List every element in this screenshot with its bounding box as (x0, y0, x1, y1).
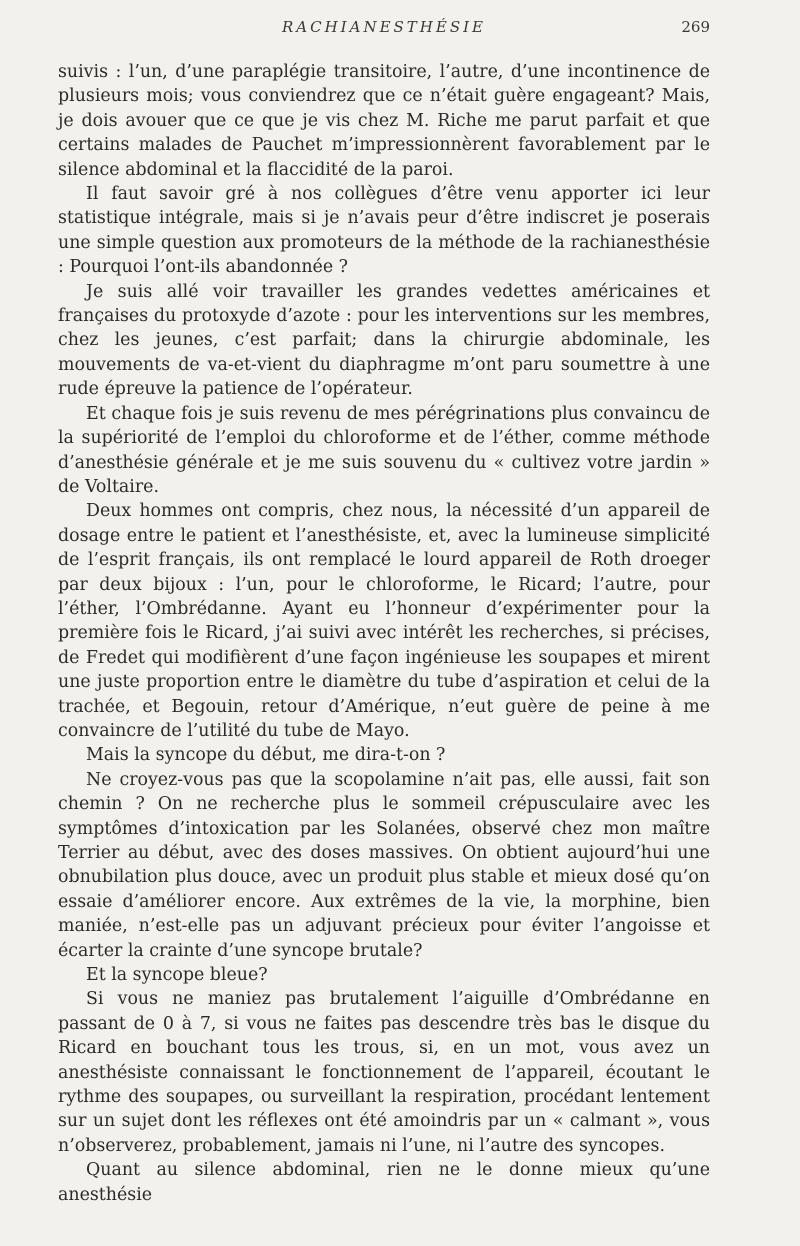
paragraph: Mais la syncope du début, me dira-t-on ? (86, 745, 446, 766)
running-title: RACHIANESTHÉSIE (282, 18, 486, 36)
paragraph: Si vous ne maniez pas brutalement l’aiguille d’Ombrédanne en passant de 0 à 7, si vous ne faites pas descendre très bas le disque du Ricard en bouchant tous les trous, si, en un mot, vous avez un anesthésiste connaissant le fonctionnement de l’appareil, écoutant le rythme des soupapes, ou surveillant la respiration, procédant lentement sur un sujet dont les réflexes ont été amoindris par un « calmant », vous n’observerez, probablement, jamais ni l’une, ni l’autre des syncopes. (58, 989, 710, 1156)
paragraph: Quant au silence abdominal, rien ne le donne mieux qu’une anesthésie (58, 1160, 710, 1205)
paragraph: Je suis allé voir travailler les grandes vedettes américaines et françaises du protoxyde d’azote : pour les interventions sur les membres, chez les jeunes, c’est parfait; dans la chirurgie abdominale, les mouvements de va-et-vient du diaphragme m’ont paru soumettre à une rude épreuve la patience de l’opérateur. (58, 281, 710, 400)
body-text (58, 60, 710, 1207)
paragraph: Et chaque fois je suis revenu de mes pérégrinations plus convaincu de la supériorité de l’emploi du chloroforme et de l’éther, comme méthode d’anesthésie générale et je me suis souvenu du « cultivez votre jardin » de Voltaire. (58, 403, 710, 497)
paragraph: Ne croyez-vous pas que la scopolamine n’ait pas, elle aussi, fait son chemin ? On ne recherche plus le sommeil crépusculaire avec les symptômes d’intoxication par les Solanées, observé chez mon maître Terrier au début, avec des doses massives. On obtient aujourd’hui une obnubilation plus douce, avec un produit plus stable et mieux dosé qu’on essaie d’améliorer encore. Aux extrêmes de la vie, la morphine, bien maniée, n’est-elle pas un adjuvant précieux pour éviter l’angoisse et écarter la crainte d’une syncope brutale? (58, 769, 710, 961)
running-header (58, 18, 710, 42)
paragraph: Et la syncope bleue? (86, 965, 268, 986)
paragraph: Deux hommes ont compris, chez nous, la nécessité d’un appareil de dosage entre le patient et l’anesthésiste, et, avec la lumineuse simplicité de l’esprit français, ils ont remplacé le lourd appareil de Roth droeger par deux bijoux : l’un, pour le chloroforme, le Ricard; l’autre, pour l’éther, l’Ombrédanne. Ayant eu l’honneur d’expérimenter pour la première fois le Ricard, j’ai suivi avec intérêt les recherches, si précises, de Fredet qui modifièrent d’une façon ingénieuse les soupapes et mirent une juste proportion entre le diamètre du tube d’aspiration et celui de la trachée, et Begouin, retour d’Amérique, n’eut guère de peine à me convaincre de l’utilité du tube de Mayo. (58, 501, 710, 741)
page-number: 269 (681, 18, 710, 36)
paragraph: suivis : l’un, d’une paraplégie transitoire, l’autre, d’une incontinence de plusieurs mois; vous conviendrez que ce n’était guère engageant? Mais, je dois avouer que ce que je vis chez M. Riche me parut parfait et que certains malades de Pauchet m’impressionnèrent favorablement par le silence abdominal et la flaccidité de la paroi. (58, 62, 710, 180)
paragraph: Il faut savoir gré à nos collègues d’être venu apporter ici leur statistique intégrale, mais si je n’avais peur d’être indiscret je poserais une simple question aux promoteurs de la méthode de la rachianesthésie : Pourquoi l’ont-ils abandonnée ? (58, 184, 710, 278)
